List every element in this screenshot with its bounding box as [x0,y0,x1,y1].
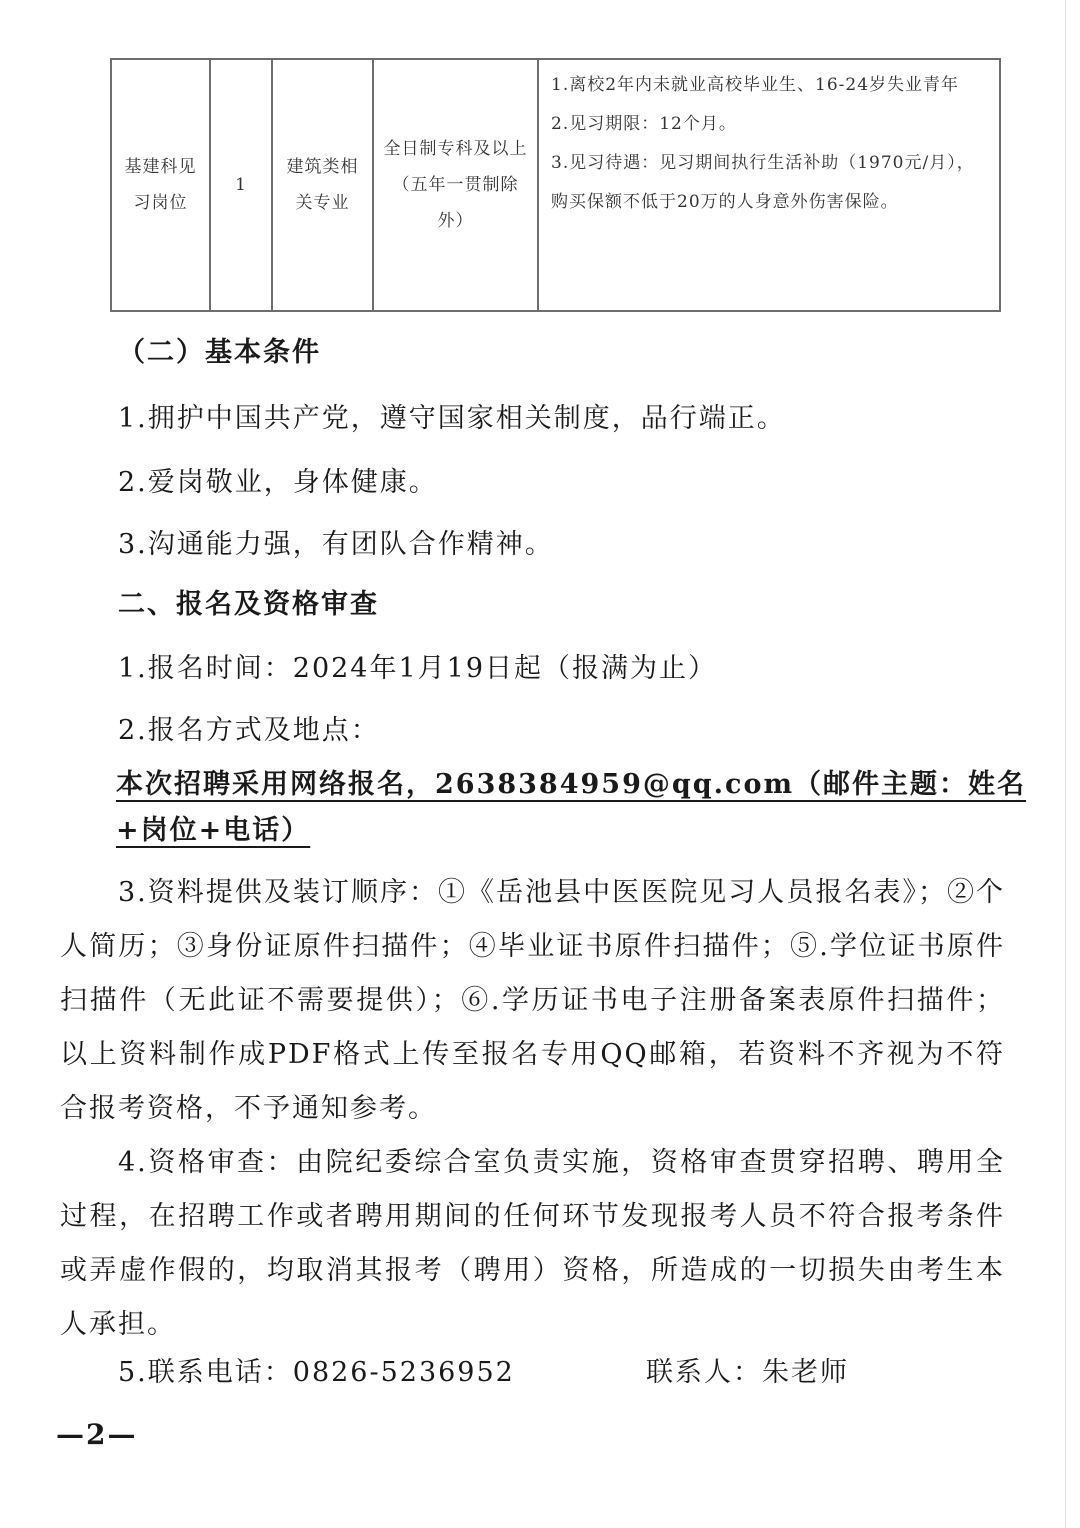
requirement-item: 2.见习期限：12个月。 [551,114,737,134]
basic-item: 3.沟通能力强，有团队合作精神。 [118,529,554,560]
basic-item: 1.拥护中国共产党，遵守国家相关制度，品行端正。 [118,403,786,434]
page-number: —2— [56,1418,138,1451]
contact-person: 联系人：朱老师 [646,1357,850,1388]
contact-phone: 5.联系电话：0826-5236952 [118,1357,515,1388]
position-name-cell: 基建科见习岗位 [111,59,210,311]
registration-time: 1.报名时间：2024年1月19日起（报满为止） [118,653,718,684]
position-table [110,58,1001,312]
materials-paragraph: 3.资料提供及装订顺序：①《岳池县中医医院见习人员报名表》；②个人简历；③身份证原件扫描件；④毕业证书原件扫描件；⑤.学位证书原件扫描件（无此证不需要提供）；⑥.学历证书电子注册备案表原件扫描件；以上资料制作成PDF格式上传至报名专用QQ邮箱，若资料不齐视为不符合报考资格，不予通知参考。 [60,877,1005,1124]
registration-method-label: 2.报名方式及地点： [118,715,380,746]
requirement-item: 1.离校2年内未就业高校毕业生、16-24岁失业青年 [551,75,960,95]
education-cell: 全日制专科及以上（五年一贯制除外） [373,59,538,311]
headcount-cell: 1 [210,59,272,311]
requirement-item: 3.见习待遇：见习期间执行生活补助（1970元/月），购买保额不低于20万的人身意外伤害保险。 [551,153,975,212]
section-heading-registration: 二、报名及资格审查 [118,589,379,620]
section-heading-basic: （二）基本条件 [118,337,321,368]
basic-item: 2.爱岗敬业，身体健康。 [118,467,438,498]
registration-method-text [60,762,1066,854]
contact-line [60,1346,1063,1400]
table-row [111,59,1000,311]
review-paragraph: 4.资格审查：由院纪委综合室负责实施，资格审查贯穿招聘、聘用全过程，在招聘工作或者聘用期间的任何环节发现报考人员不符合报考条件或弄虚作假的，均取消其报考（聘用）资格，所造成的一切损失由考生本人承担。 [60,1147,1005,1340]
requirements-cell [538,59,1000,311]
registration-email-text: 本次招聘采用网络报名，2638384959@qq.com（邮件主题：姓名+岗位+电话） [116,769,1027,846]
major-cell: 建筑类相关专业 [272,59,373,311]
